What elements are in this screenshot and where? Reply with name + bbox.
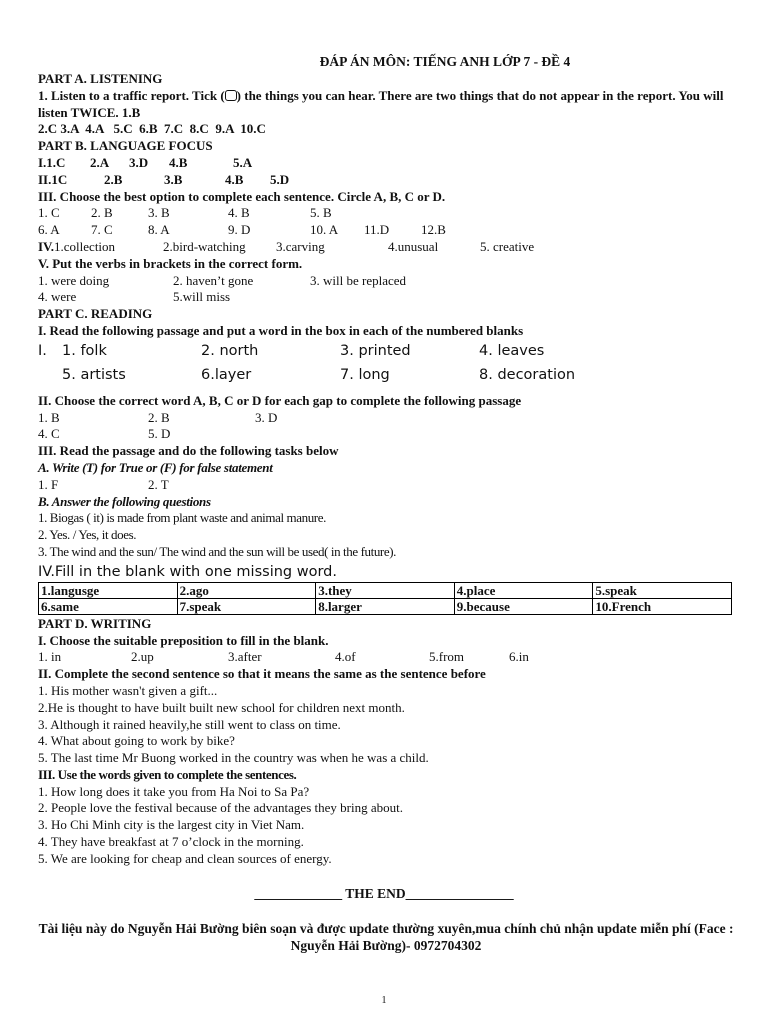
part-c-q1-row-2: 5. artists 6.layer 7. long 8. decoration xyxy=(62,366,576,383)
part-b-q3-row-1: 1. C 2. B 3. B 4. B 5. B xyxy=(38,205,332,221)
part-d-q2-line-5: 5. The last time Mr Buong worked in the country was when he was a child. xyxy=(38,750,429,766)
checkbox-icon xyxy=(225,90,237,101)
part-c-question-1: I. Read the following passage and put a word in the box in each of the numbered blanks xyxy=(38,322,524,338)
part-c-q2-row-2: 4. C 5. D xyxy=(38,426,171,442)
part-d-question-3: III. Use the words given to complete the sentences. xyxy=(38,766,297,782)
table-cell: 4.place xyxy=(454,582,593,598)
part-a-question-1: 1. Listen to a traffic report. Tick ( ) the things you can hear. There are two things that do not appear in the report. You will listen TWICE. 1.B xyxy=(38,87,724,120)
part-b-question-3: III. Choose the best option to complete each sentence. Circle A, B, C or D. xyxy=(38,188,446,204)
part-d-heading: PART D. WRITING xyxy=(38,615,152,631)
part-d-q3-line-4: 4. They have breakfast at 7 o’clock in the morning. xyxy=(38,834,304,850)
table-cell: 9.because xyxy=(454,598,593,614)
author-credit: Tài liệu này do Nguyễn Hải Bường biên soạn và được update thường xuyên,mua chính chủ nhận update miễn phí (Face : Nguyễn Hải Bường)- 0972704302 xyxy=(38,921,734,953)
table-cell: 10.French xyxy=(593,598,732,614)
page-title: ĐÁP ÁN MÔN: TIẾNG ANH LỚP 7 - ĐỀ 4 xyxy=(319,54,571,69)
part-c-question-2: II. Choose the correct word A, B, C or D for each gap to complete the following passage xyxy=(38,392,522,408)
part-d-q3-line-3: 3. Ho Chi Minh city is the largest city in Viet Nam. xyxy=(38,817,305,833)
part-b-q5-row-1: 1. were doing 2. haven’t gone 3. will be replaced xyxy=(38,272,407,288)
part-c-question-4: IV.Fill in the blank with one missing word. xyxy=(38,563,337,580)
table-cell: 2.ago xyxy=(177,582,316,598)
part-c-q3-task-a: A. Write (T) for True or (F) for false statement xyxy=(38,459,273,475)
the-end-marker: _____________ THE END________________ xyxy=(254,886,514,901)
part-d-q1-row: 1. in 2.up 3.after 4.of 5.from 6.in xyxy=(38,649,529,665)
part-c-q2-row-1: 1. B 2. B 3. D xyxy=(38,409,278,425)
part-c-q3b-line-3: 3. The wind and the sun/ The wind and the sun will be used( in the future). xyxy=(38,543,397,559)
table-cell: 7.speak xyxy=(177,598,316,614)
part-d-question-1: I. Choose the suitable preposition to fill in the blank. xyxy=(38,632,329,648)
part-b-q5-row-2: 4. were 5.will miss xyxy=(38,289,231,305)
table-row xyxy=(39,582,732,598)
part-c-q3a-row: 1. F 2. T xyxy=(38,476,169,492)
part-c-q3-task-b: B. Answer the following questions xyxy=(38,493,211,509)
part-d-q2-line-3: 3. Although it rained heavily,he still went to class on time. xyxy=(38,716,341,732)
part-b-row-ii: II.1C 2.B 3.B 4.B 5.D xyxy=(38,171,290,187)
part-d-q2-line-4: 4. What about going to work by bike? xyxy=(38,733,235,749)
table-cell: 1.langusge xyxy=(39,582,178,598)
part-d-q3-line-1: 1. How long does it take you from Ha Noi to Sa Pa? xyxy=(38,783,310,799)
part-c-heading: PART C. READING xyxy=(38,306,153,322)
part-b-q4-row: IV.1.collection 2.bird-watching 3.carving 4.unusual 5. creative xyxy=(38,238,535,254)
part-a-answers: 2.C 3.A 4.A 5.C 6.B 7.C 8.C 9.A 10.C xyxy=(38,121,266,137)
table-cell: 6.same xyxy=(39,598,178,614)
part-d-q2-line-2: 2.He is thought to have built built new school for children next month. xyxy=(38,699,405,715)
part-b-heading: PART B. LANGUAGE FOCUS xyxy=(38,138,213,154)
part-d-q3-line-2: 2. People love the festival because of the advantages they bring about. xyxy=(38,800,403,816)
part-d-q2-line-1: 1. His mother wasn't given a gift... xyxy=(38,682,218,698)
table-cell: 3.they xyxy=(316,582,455,598)
fill-in-answer-table xyxy=(38,582,732,615)
table-cell: 8.larger xyxy=(316,598,455,614)
part-c-q3b-line-1: 1. Biogas ( it) is made from plant waste and animal manure. xyxy=(38,510,326,526)
part-a-heading: PART A. LISTENING xyxy=(38,71,163,86)
part-c-question-3: III. Read the passage and do the following tasks below xyxy=(38,443,339,459)
table-cell: 5.speak xyxy=(593,582,732,598)
table-row xyxy=(39,598,732,614)
part-d-q3-line-5: 5. We are looking for cheap and clean sources of energy. xyxy=(38,850,332,866)
part-b-row-i: I.1.C 2.A 3.D 4.B 5.A xyxy=(38,154,253,170)
part-b-q3-row-2: 6. A 7. C 8. A 9. D 10. A 11.D 12.B xyxy=(38,222,446,238)
answer-sheet xyxy=(38,54,732,868)
part-d-question-2: II. Complete the second sentence so that it means the same as the sentence before xyxy=(38,666,486,682)
part-b-question-5: V. Put the verbs in brackets in the correct form. xyxy=(38,255,303,271)
part-c-q1-row-1: I. 1. folk 2. north 3. printed 4. leaves xyxy=(38,342,545,359)
page-number: 1 xyxy=(381,995,387,1006)
part-c-q3b-line-2: 2. Yes. / Yes, it does. xyxy=(38,527,137,543)
